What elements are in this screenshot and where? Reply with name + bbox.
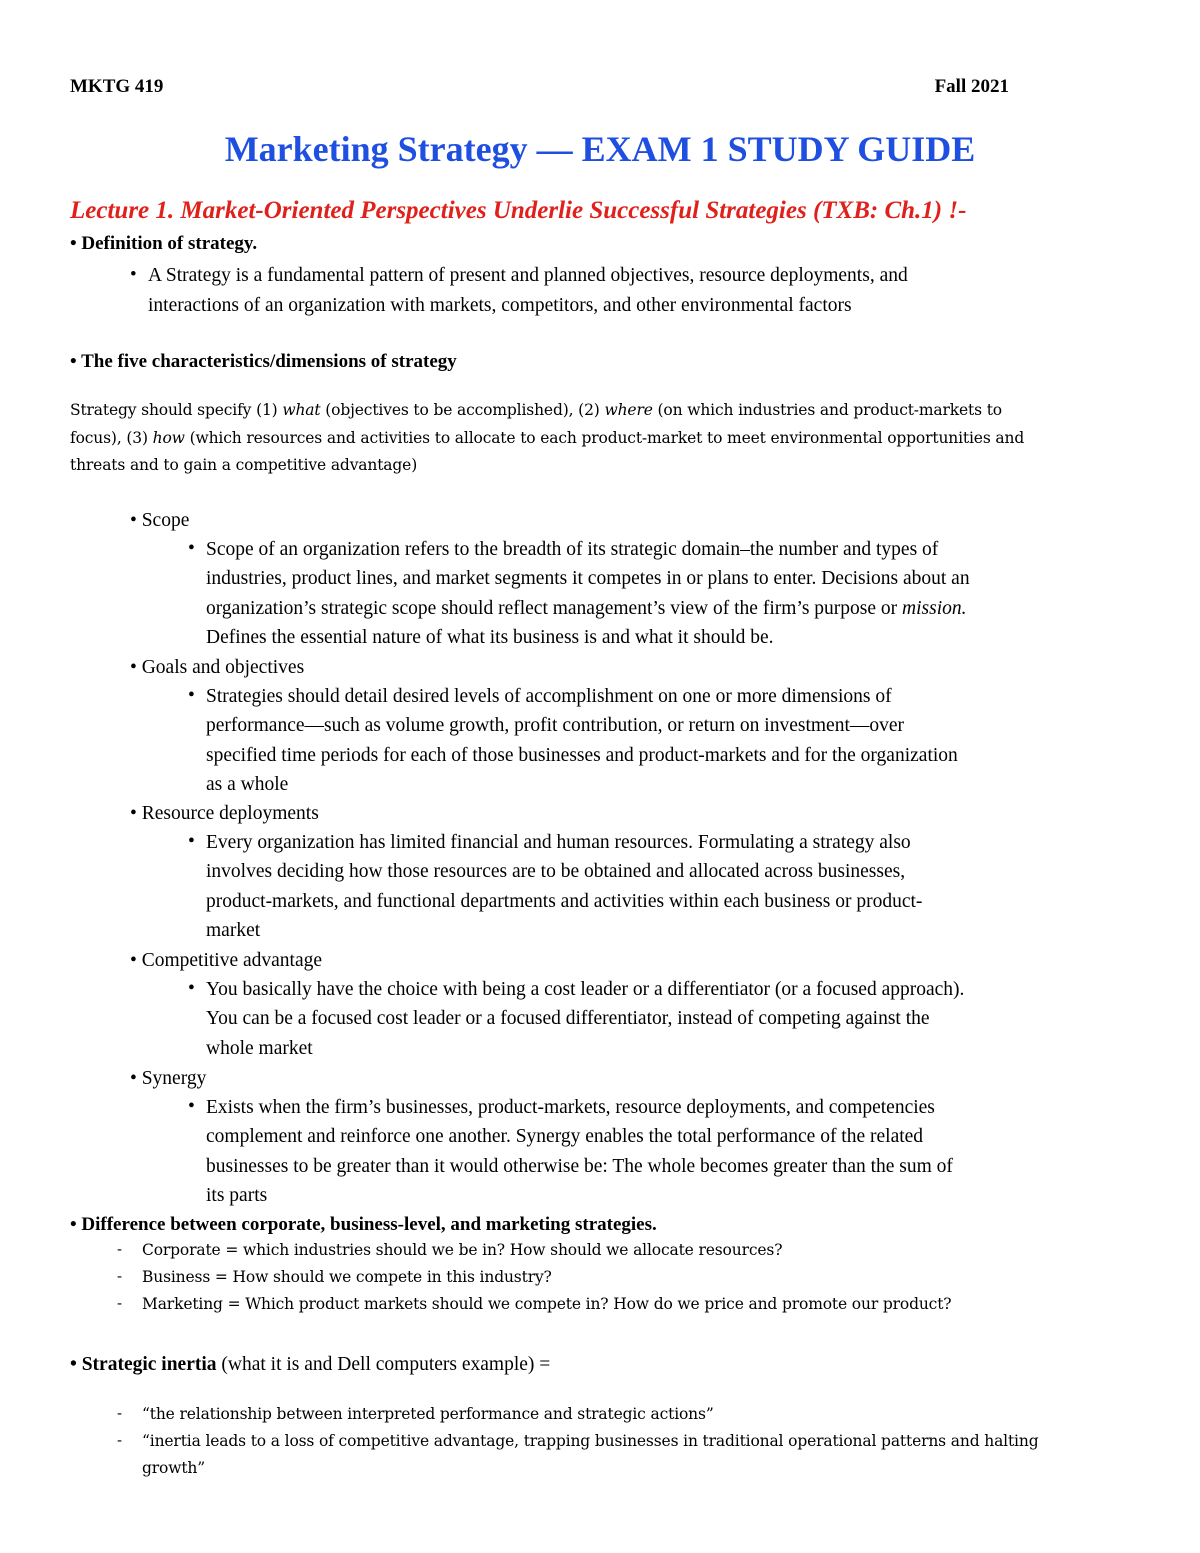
text-line: product-markets, and functional departments and activities within each business or product- (206, 890, 923, 912)
goals-label: Goals and objectives (141, 657, 305, 678)
text-run: (which resources and activities to allocate to each product-market to meet environmental opportunities and (184, 428, 1025, 447)
text-line: You basically have the choice with being a cost leader or a differentiator (or a focused approach). (206, 979, 965, 1000)
emphasis-where: where (604, 401, 653, 419)
paragraph-line (70, 397, 1145, 425)
emphasis-what: what (282, 401, 321, 419)
paragraph-line (70, 425, 1145, 453)
text-line: “inertia leads to a loss of competitive advantage, trapping businesses in traditional operational patterns and halting (142, 1432, 1039, 1450)
lecture-heading: Lecture 1. Market-Oriented Perspectives Underlie Successful Strategies (TXB: Ch.1) !- (70, 197, 967, 224)
bullet-icon: • (130, 510, 137, 531)
text-line: whole market (206, 1037, 313, 1059)
bullet-icon: • (130, 803, 137, 824)
resource-label: Resource deployments (141, 803, 319, 824)
bullet-icon: • (188, 831, 195, 852)
bullet-icon: • (130, 1068, 137, 1089)
text-line: Defines the essential nature of what its business is and what it should be. (206, 627, 774, 649)
scope-item (130, 506, 189, 536)
difference-item-corporate: Corporate = which industries should we be in? How should we allocate resources? (142, 1241, 783, 1259)
resource-description (206, 828, 922, 946)
text-line (206, 594, 970, 623)
scope-description (206, 535, 970, 653)
text-line: Strategies should detail desired levels of accomplishment on one or more dimensions of (206, 686, 892, 707)
text-run: Strategy should specify (1) (70, 401, 283, 419)
inertia-quote-1: “the relationship between interpreted performance and strategic actions” (142, 1405, 714, 1423)
synergy-item (130, 1064, 206, 1094)
definition-line: A Strategy is a fundamental pattern of present and planned objectives, resource deployments, and (148, 265, 908, 286)
bullet-icon: • (188, 978, 195, 999)
dash-icon: - (117, 1267, 123, 1285)
bullet-icon: • (188, 1096, 195, 1117)
synergy-description (206, 1093, 953, 1211)
bullet-icon: • (70, 233, 77, 254)
text-line: its parts (206, 1185, 268, 1207)
emphasis-how: how (152, 428, 185, 447)
bullet-icon: • (130, 950, 137, 971)
definition-heading (70, 233, 257, 255)
competitive-description (206, 975, 964, 1063)
text-line: industries, product lines, and market segments it competes in or plans to enter. Decisions about an (206, 568, 970, 590)
text-line: Exists when the firm’s businesses, product-markets, resource deployments, and competencies (206, 1097, 935, 1118)
course-code: MKTG 419 (70, 76, 164, 97)
five-characteristics-heading-text: The five characteristics/dimensions of strategy (81, 351, 457, 372)
emphasis-mission: mission. (902, 597, 967, 619)
synergy-label: Synergy (141, 1068, 207, 1089)
bullet-icon: • (70, 1354, 77, 1375)
bullet-icon: • (188, 685, 195, 706)
definition-heading-text: Definition of strategy. (81, 233, 258, 254)
page-title: Marketing Strategy — EXAM 1 STUDY GUIDE (224, 129, 976, 169)
inertia-heading-bold: Strategic inertia (81, 1354, 217, 1375)
text-line: complement and reinforce one another. Synergy enables the total performance of the related (206, 1126, 924, 1148)
dash-icon: - (117, 1294, 123, 1312)
difference-item-marketing: Marketing = Which product markets should we compete in? How do we price and promote our product? (142, 1295, 952, 1313)
competitive-item (130, 946, 322, 976)
strategy-paragraph (70, 397, 1145, 480)
dash-icon: - (117, 1431, 123, 1449)
paragraph-line: threats and to gain a competitive advantage) (70, 456, 418, 474)
text-run: organization’s strategic scope should reflect management’s view of the firm’s purpose or (206, 597, 903, 619)
term-label: Fall 2021 (934, 76, 1009, 97)
dash-icon: - (117, 1404, 123, 1422)
text-line: growth” (142, 1459, 206, 1477)
text-line: involves deciding how those resources are to be obtained and allocated across businesses, (206, 861, 906, 883)
inertia-heading (70, 1354, 550, 1376)
dash-icon: - (117, 1240, 123, 1258)
text-line: businesses to be greater than it would otherwise be: The whole becomes greater than the sum of (206, 1155, 953, 1177)
goals-item (130, 653, 304, 683)
bullet-icon: • (130, 264, 137, 285)
resource-item (130, 799, 319, 829)
text-line: Scope of an organization refers to the breadth of its strategic domain–the number and types of (206, 539, 939, 560)
text-line: as a whole (206, 774, 289, 796)
difference-heading (70, 1214, 657, 1236)
scope-label: Scope (141, 510, 190, 531)
text-run: focus), (3) (70, 428, 153, 447)
bullet-icon: • (70, 1214, 77, 1235)
text-line: You can be a focused cost leader or a focused differentiator, instead of competing against the (206, 1008, 930, 1030)
inertia-quote-2 (142, 1428, 1038, 1482)
bullet-icon: • (188, 538, 195, 559)
text-run: (objectives to be accomplished), (2) (320, 401, 605, 419)
inertia-heading-rest: (what it is and Dell computers example) = (216, 1354, 551, 1375)
bullet-icon: • (70, 351, 77, 372)
text-line: Every organization has limited financial and human resources. Formulating a strategy also (206, 832, 911, 853)
bullet-icon: • (130, 657, 137, 678)
competitive-label: Competitive advantage (141, 950, 323, 971)
difference-item-business: Business = How should we compete in this industry? (142, 1268, 552, 1286)
text-run: (on which industries and product-markets to (652, 401, 1002, 419)
text-line: specified time periods for each of those businesses and product-markets and for the organization (206, 744, 958, 766)
definition-line: interactions of an organization with markets, competitors, and other environmental factors (148, 295, 852, 316)
five-characteristics-heading (70, 351, 457, 373)
definition-text (148, 261, 908, 321)
difference-heading-text: Difference between corporate, business-level, and marketing strategies. (81, 1214, 657, 1235)
text-line: market (206, 920, 261, 942)
goals-description (206, 682, 958, 800)
text-line: performance—such as volume growth, profit contribution, or return on investment—over (206, 715, 905, 737)
